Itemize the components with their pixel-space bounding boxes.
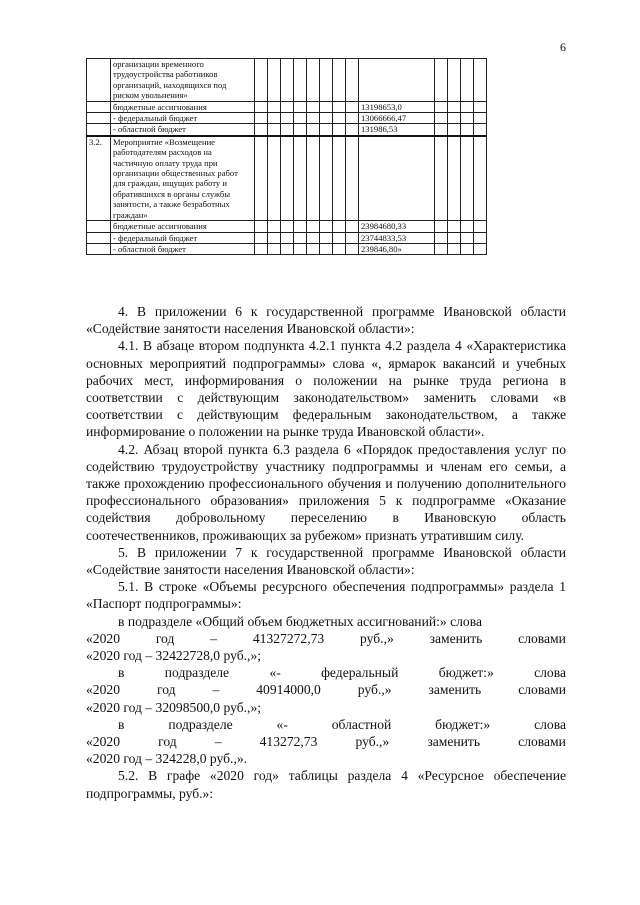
word: заменить bbox=[429, 630, 483, 646]
word: – bbox=[210, 630, 217, 646]
empty-cell bbox=[333, 136, 346, 221]
empty-cell bbox=[435, 232, 448, 243]
row-name-cell: бюджетные ассигнования bbox=[111, 101, 255, 112]
empty-cell bbox=[461, 232, 474, 243]
empty-cell bbox=[474, 59, 487, 102]
empty-cell bbox=[268, 243, 281, 254]
empty-cell bbox=[255, 243, 268, 254]
empty-cell bbox=[346, 124, 359, 136]
empty-cell bbox=[281, 221, 294, 232]
empty-cell bbox=[346, 113, 359, 124]
empty-cell bbox=[268, 113, 281, 124]
empty-cell bbox=[281, 101, 294, 112]
word: 413272,73 bbox=[259, 734, 318, 750]
word: заменить bbox=[428, 682, 482, 698]
word: в bbox=[118, 716, 125, 732]
empty-cell bbox=[307, 101, 320, 112]
row-value-cell: 131986,53 bbox=[359, 124, 435, 136]
empty-cell bbox=[461, 101, 474, 112]
paragraph-5: 5. В приложении 7 к государственной программе Ивановской области «Содействие занятости населения Ивановской области»: bbox=[86, 544, 566, 578]
empty-cell bbox=[307, 59, 320, 102]
word: руб.,» bbox=[360, 630, 394, 646]
empty-cell bbox=[268, 59, 281, 102]
paragraph-5-2: 5.2. В графе «2020 год» таблицы раздела 4 «Ресурсное обеспечение подпрограммы, руб.»: bbox=[86, 768, 566, 801]
empty-cell bbox=[333, 124, 346, 136]
empty-cell bbox=[346, 243, 359, 254]
empty-cell bbox=[346, 221, 359, 232]
empty-cell bbox=[474, 124, 487, 136]
empty-cell bbox=[255, 136, 268, 221]
empty-cell bbox=[435, 101, 448, 112]
empty-cell bbox=[448, 221, 461, 232]
empty-cell bbox=[448, 124, 461, 136]
word: федеральный bbox=[321, 665, 399, 681]
word: словами bbox=[518, 734, 566, 750]
row-name-cell: - федеральный бюджет bbox=[111, 113, 255, 124]
word: подразделе bbox=[168, 716, 233, 732]
word: руб.,» bbox=[357, 682, 392, 698]
empty-cell bbox=[268, 101, 281, 112]
row-value-cell: 13198653,0 bbox=[359, 101, 435, 112]
page-number: 6 bbox=[560, 40, 566, 54]
subsection-3-words bbox=[86, 733, 566, 750]
word: год bbox=[155, 630, 175, 646]
empty-cell bbox=[294, 232, 307, 243]
empty-cell bbox=[294, 243, 307, 254]
word: 40914000,0 bbox=[256, 682, 321, 698]
empty-cell bbox=[474, 232, 487, 243]
empty-cell bbox=[307, 243, 320, 254]
empty-cell bbox=[268, 221, 281, 232]
word: год bbox=[158, 734, 177, 750]
budget-table bbox=[86, 58, 487, 255]
empty-cell bbox=[320, 124, 333, 136]
row-name-cell: Мероприятие «Возмещение работодателям расходов на частичную оплату труда при организации общественных работ для граждан, ищущих работу и обратившихся в органы службы занятости, а также безработных граждан» bbox=[111, 136, 255, 221]
empty-cell bbox=[333, 113, 346, 124]
row-name-cell: - областной бюджет bbox=[111, 124, 255, 136]
word: подразделе bbox=[164, 665, 230, 681]
empty-cell bbox=[435, 59, 448, 102]
empty-cell bbox=[346, 232, 359, 243]
empty-cell bbox=[435, 136, 448, 221]
word: «2020 bbox=[86, 630, 120, 646]
word: словами bbox=[518, 682, 566, 698]
empty-cell bbox=[474, 113, 487, 124]
empty-cell bbox=[255, 113, 268, 124]
subsection-2-words bbox=[86, 681, 566, 698]
table-row bbox=[87, 124, 487, 136]
subsection-1-replacement: «2020 год – 32422728,0 руб.,»; bbox=[86, 648, 262, 664]
row-value-cell: 23744833,53 bbox=[359, 232, 435, 243]
table-row bbox=[87, 243, 487, 254]
subsection-2-intro bbox=[86, 664, 566, 681]
empty-cell bbox=[320, 243, 333, 254]
row-name-cell: организации временного трудоустройства работников организаций, находящихся под риском увольнения» bbox=[111, 59, 255, 102]
word: год bbox=[156, 682, 176, 698]
empty-cell bbox=[320, 221, 333, 232]
row-number-cell bbox=[87, 101, 111, 112]
empty-cell bbox=[435, 113, 448, 124]
row-value-cell bbox=[359, 136, 435, 221]
table-row bbox=[87, 113, 487, 124]
word: «- bbox=[276, 716, 288, 732]
empty-cell bbox=[294, 221, 307, 232]
word: областной bbox=[331, 716, 392, 732]
empty-cell bbox=[461, 243, 474, 254]
word: «- bbox=[269, 665, 281, 681]
empty-cell bbox=[307, 232, 320, 243]
table-row bbox=[87, 136, 487, 221]
empty-cell bbox=[255, 221, 268, 232]
empty-cell bbox=[448, 232, 461, 243]
empty-cell bbox=[268, 136, 281, 221]
table-row bbox=[87, 221, 487, 232]
empty-cell bbox=[294, 136, 307, 221]
empty-cell bbox=[346, 101, 359, 112]
empty-cell bbox=[268, 124, 281, 136]
empty-cell bbox=[448, 59, 461, 102]
empty-cell bbox=[268, 232, 281, 243]
subsection-3-intro bbox=[86, 716, 566, 733]
empty-cell bbox=[320, 232, 333, 243]
empty-cell bbox=[320, 101, 333, 112]
row-number-cell bbox=[87, 243, 111, 254]
empty-cell bbox=[294, 124, 307, 136]
paragraph-5-1: 5.1. В строке «Объемы ресурсного обеспечения подпрограммы» раздела 1 «Паспорт подпрограммы»: bbox=[86, 579, 566, 612]
word: «2020 bbox=[86, 682, 120, 698]
word: бюджет:» bbox=[438, 665, 494, 681]
row-number-cell bbox=[87, 232, 111, 243]
empty-cell bbox=[448, 113, 461, 124]
empty-cell bbox=[307, 113, 320, 124]
empty-cell bbox=[461, 136, 474, 221]
empty-cell bbox=[294, 101, 307, 112]
empty-cell bbox=[461, 113, 474, 124]
empty-cell bbox=[333, 101, 346, 112]
empty-cell bbox=[435, 221, 448, 232]
word: заменить bbox=[427, 734, 481, 750]
empty-cell bbox=[281, 243, 294, 254]
row-value-cell bbox=[359, 59, 435, 102]
row-value-cell: 23984680,33 bbox=[359, 221, 435, 232]
empty-cell bbox=[346, 136, 359, 221]
row-name-cell: бюджетные ассигнования bbox=[111, 221, 255, 232]
empty-cell bbox=[346, 59, 359, 102]
subsection-2-replacement: «2020 год – 32098500,0 руб.,»; bbox=[86, 699, 262, 715]
empty-cell bbox=[333, 59, 346, 102]
empty-cell bbox=[474, 243, 487, 254]
empty-cell bbox=[294, 113, 307, 124]
subsection-3-replacement: «2020 год – 324228,0 руб.,». bbox=[86, 751, 248, 767]
word: руб.,» bbox=[355, 734, 390, 750]
row-value-cell: 239846,80» bbox=[359, 243, 435, 254]
empty-cell bbox=[281, 59, 294, 102]
empty-cell bbox=[474, 101, 487, 112]
paragraph-4: 4. В приложении 6 к государственной программе Ивановской области «Содействие занятости населения Ивановской области»: bbox=[86, 304, 566, 337]
table-row bbox=[87, 232, 487, 243]
empty-cell bbox=[281, 136, 294, 221]
word: 41327272,73 bbox=[252, 630, 325, 646]
empty-cell bbox=[281, 124, 294, 136]
empty-cell bbox=[320, 136, 333, 221]
word: – bbox=[214, 734, 222, 750]
empty-cell bbox=[461, 59, 474, 102]
row-number-cell: 3.2. bbox=[87, 136, 111, 221]
empty-cell bbox=[294, 59, 307, 102]
empty-cell bbox=[448, 101, 461, 112]
empty-cell bbox=[255, 232, 268, 243]
empty-cell bbox=[307, 124, 320, 136]
subsection-1-intro: в подразделе «Общий объем бюджетных ассигнований:» слова bbox=[118, 613, 482, 629]
empty-cell bbox=[333, 243, 346, 254]
empty-cell bbox=[435, 243, 448, 254]
empty-cell bbox=[255, 59, 268, 102]
word: бюджет:» bbox=[435, 716, 491, 732]
empty-cell bbox=[281, 113, 294, 124]
empty-cell bbox=[281, 232, 294, 243]
word: – bbox=[212, 682, 220, 698]
document-body bbox=[86, 303, 566, 802]
row-name-cell: - областной бюджет bbox=[111, 243, 255, 254]
empty-cell bbox=[461, 221, 474, 232]
paragraph-4-1: 4.1. В абзаце втором подпункта 4.2.1 пункта 4.2 раздела 4 «Характеристика основных мероприятий подпрограммы» слова «, ярмарок вакансий и учебных рабочих мест, информирования о положении на рынке труда региона в соответствии с действующим законодательством» заменить словами «в соответствии с действующим федеральным законодательством, а также информирование о положении на рынке труда Ивановской области». bbox=[86, 338, 566, 440]
word: слова bbox=[534, 665, 566, 681]
word: словами bbox=[518, 630, 566, 646]
row-number-cell bbox=[87, 124, 111, 136]
empty-cell bbox=[461, 124, 474, 136]
empty-cell bbox=[320, 113, 333, 124]
empty-cell bbox=[474, 221, 487, 232]
empty-cell bbox=[255, 124, 268, 136]
empty-cell bbox=[435, 124, 448, 136]
empty-cell bbox=[448, 243, 461, 254]
empty-cell bbox=[333, 221, 346, 232]
table-row bbox=[87, 101, 487, 112]
empty-cell bbox=[255, 101, 268, 112]
empty-cell bbox=[320, 59, 333, 102]
word: в bbox=[118, 665, 125, 681]
empty-cell bbox=[333, 232, 346, 243]
word: «2020 bbox=[86, 734, 120, 750]
row-name-cell: - федеральный бюджет bbox=[111, 232, 255, 243]
row-number-cell bbox=[87, 221, 111, 232]
subsection-1-words bbox=[86, 630, 566, 647]
empty-cell bbox=[448, 136, 461, 221]
empty-cell bbox=[307, 221, 320, 232]
row-value-cell: 13066666,47 bbox=[359, 113, 435, 124]
row-number-cell bbox=[87, 59, 111, 102]
table-row bbox=[87, 59, 487, 102]
empty-cell bbox=[307, 136, 320, 221]
row-number-cell bbox=[87, 113, 111, 124]
empty-cell bbox=[474, 136, 487, 221]
paragraph-4-2: 4.2. Абзац второй пункта 6.3 раздела 6 «Порядок предоставления услуг по содействию трудоустройству участнику подпрограммы и членам его семьи, а также прохождению профессионального обучения и получению дополнительного профессионального образования» приложения 5 к подпрограмме «Оказание содействия добровольному переселению в Ивановскую область соотечественников, проживающих за рубежом» признать утратившим силу. bbox=[86, 441, 566, 543]
word: слова bbox=[534, 716, 566, 732]
